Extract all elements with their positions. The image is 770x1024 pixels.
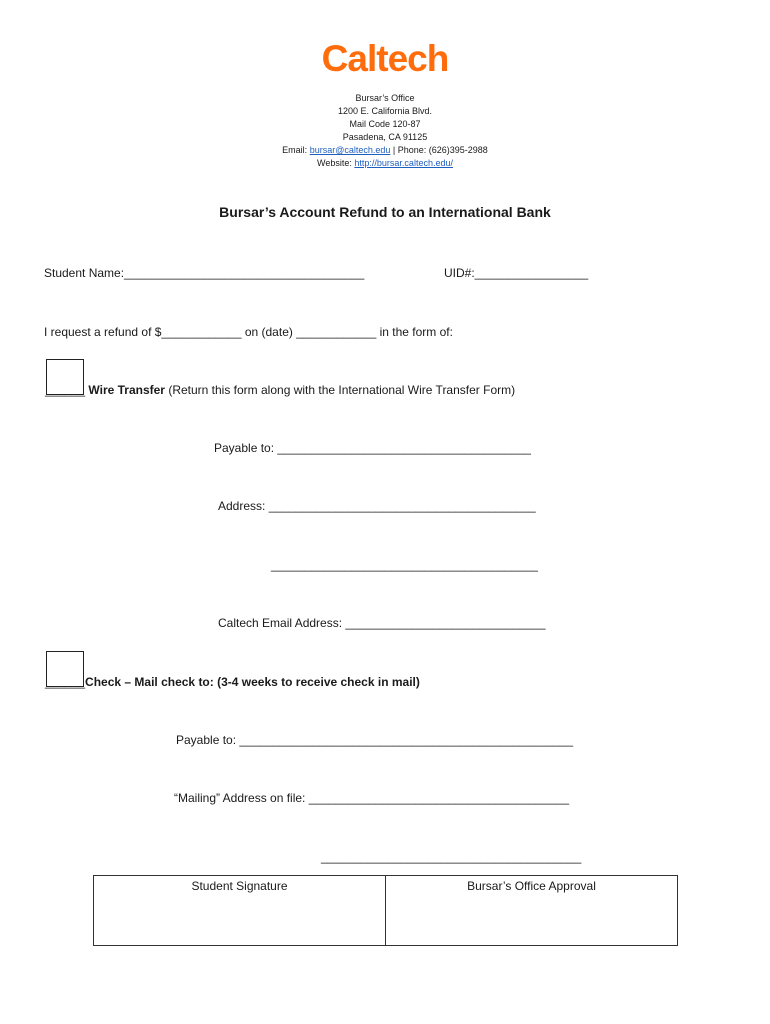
caltech-logo: Caltech	[321, 38, 449, 79]
bursar-approval-cell[interactable]	[385, 876, 677, 945]
wire-address-field[interactable]: Address: ________________________________________	[218, 499, 536, 513]
wire-transfer-label: Wire Transfer	[88, 383, 165, 397]
contact-line	[0, 144, 770, 157]
signature-table	[93, 875, 678, 946]
wire-transfer-note: (Return this form along with the International Wire Transfer Form)	[164, 383, 516, 397]
refund-request-line[interactable]: I request a refund of $____________ on (date) ____________ in the form of:	[44, 325, 453, 339]
wire-address-line2-field[interactable]: ________________________________________	[271, 558, 538, 572]
student-name-field[interactable]: Student Name:____________________________________	[44, 266, 365, 280]
check-label: Check – Mail check to: (3-4 weeks to receive check in mail)	[85, 675, 420, 689]
office-name: Bursar’s Office	[355, 93, 415, 103]
caltech-email-field[interactable]: Caltech Email Address: ______________________________	[218, 616, 546, 630]
student-signature-cell[interactable]	[94, 876, 385, 945]
mail-code: Mail Code 120-87	[349, 119, 421, 129]
website-link[interactable]: http://bursar.caltech.edu/	[354, 158, 453, 168]
wire-transfer-option	[45, 383, 515, 397]
mailing-address-line2-field[interactable]: _______________________________________	[321, 850, 582, 864]
check-payable-to-field[interactable]: Payable to: __________________________________________________	[176, 733, 574, 747]
website-label: Website:	[317, 158, 352, 168]
bursar-approval-label: Bursar’s Office Approval	[467, 879, 596, 893]
check-blank: ______	[45, 675, 86, 689]
check-option	[45, 675, 420, 689]
city-state-zip: Pasadena, CA 91125	[342, 132, 428, 142]
email-label: Email:	[282, 145, 308, 155]
website-line	[0, 157, 770, 170]
form-title: Bursar’s Account Refund to an International Bank	[219, 204, 551, 220]
street-address: 1200 E. California Blvd.	[337, 106, 433, 116]
wire-blank: ______	[45, 383, 86, 397]
uid-field[interactable]: UID#:_________________	[444, 266, 589, 280]
email-link[interactable]: bursar@caltech.edu	[309, 145, 391, 155]
phone-text: | Phone: (626)395-2988	[390, 145, 488, 155]
mailing-address-field[interactable]: “Mailing” Address on file: _______________________________________	[174, 791, 570, 805]
wire-payable-to-field[interactable]: Payable to: ______________________________________	[214, 441, 531, 455]
student-signature-label: Student Signature	[191, 879, 288, 893]
